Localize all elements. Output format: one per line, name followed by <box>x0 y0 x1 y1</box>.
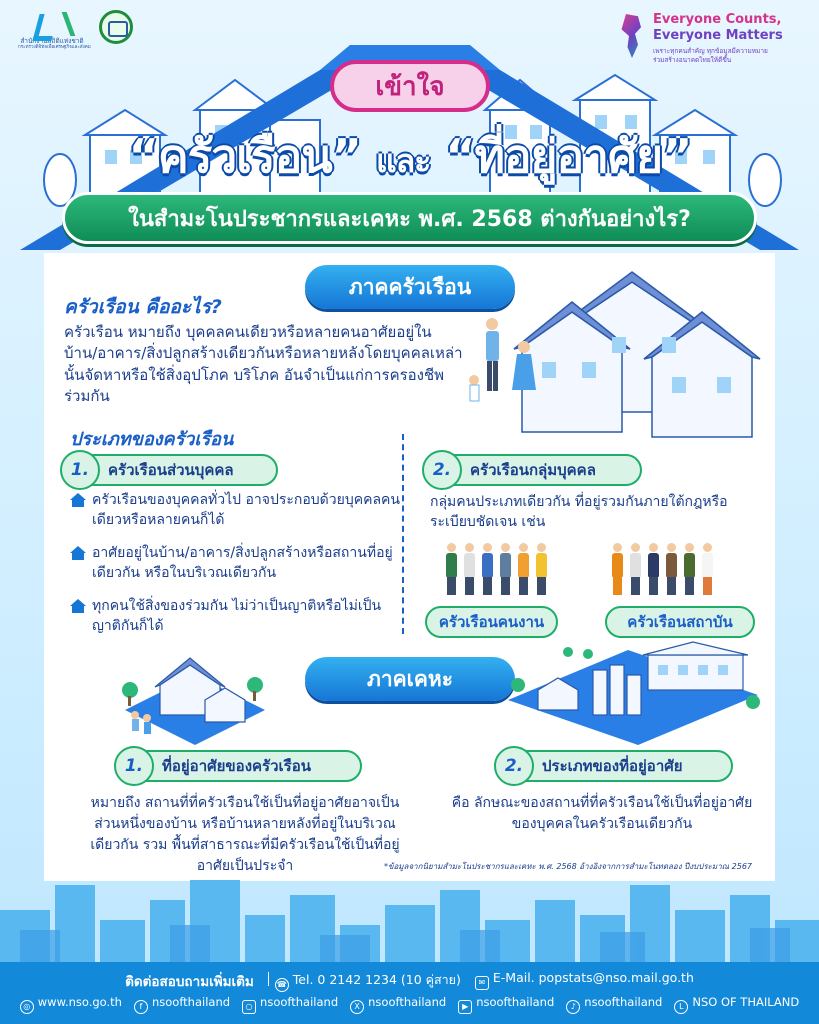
housing-type-1-label <box>118 750 362 782</box>
workers-household-label: ครัวเรือนคนงาน <box>425 606 558 638</box>
phone-text: Tel. 0 2142 1234 (10 คู่สาย) <box>292 972 461 987</box>
type-1-bullet <box>70 596 400 637</box>
source-note: *ข้อมูลจากนิยามสำมะโนประชากรและเคหะ พ.ศ. 2568 อ้างอิงจากการสำมะโนทดลอง ปีงบประมาณ 2567 <box>384 862 753 871</box>
housing-types-illustration <box>498 640 768 745</box>
title-pill: เข้าใจ <box>330 60 490 112</box>
line-link[interactable] <box>674 995 799 1014</box>
section-housing-label: ภาคเคหะ <box>305 657 515 701</box>
housing-type-2-label <box>498 750 733 782</box>
type-1-bullet <box>70 490 400 531</box>
youtube-icon: ▶ <box>458 1000 472 1014</box>
type-1-bullet-text: อาศัยอยู่ในบ้าน/อาคาร/สิ่งปลูกสร้างหรือสถานที่อยู่เดียวกัน หรือในบริเวณเดียวกัน <box>92 545 393 582</box>
housing-type-1-description: หมายถึง สถานที่ที่ครัวเรือนใช้เป็นที่อยู่อาศัยอาจเป็นส่วนหนึ่งของบ้าน หรือบ้านหลายหลังที่อยู่ในบริเวณเดียวกัน รวม พื้นที่สาธารณะที่มีครัวเรือนใช้เป็นที่อยู่อาศัยเป็นประจำ <box>90 795 400 874</box>
nso-logo-icon <box>32 10 72 38</box>
household-types-heading: ประเภทของครัวเรือน <box>70 429 234 450</box>
type-1-number: 1. <box>60 450 100 490</box>
globe-icon: ◎ <box>20 1000 34 1014</box>
housing-type-2-description: คือ ลักษณะของสถานที่ที่ครัวเรือนใช้เป็นที่อยู่อาศัยของบุคคลในครัวเรือนเดียวกัน <box>451 795 753 832</box>
type-1-bullet-text: ครัวเรือนของบุคคลทั่วไป อาจประกอบด้วยบุคคลคนเดียวหรือหลายคนก็ได้ <box>92 492 400 529</box>
houses-family-illustration <box>462 262 762 472</box>
institution-people-illustration <box>612 543 713 595</box>
city-skyline-illustration <box>0 870 819 970</box>
main-title <box>80 120 740 193</box>
instagram-icon: ○ <box>242 1000 256 1014</box>
tiktok-text: nsoofthailand <box>584 995 663 1009</box>
emblem-icon <box>99 10 133 44</box>
website-text: www.nso.go.th <box>37 995 122 1009</box>
footer-contact-lead: ติดต่อสอบถามเพิ่มเติม <box>125 974 254 990</box>
footer-phone[interactable] <box>268 970 461 992</box>
type-1-text: ครัวเรือนส่วนบุคคล <box>108 461 234 479</box>
house-bullet-icon <box>70 546 86 560</box>
type-2-text: ครัวเรือนกลุ่มบุคคล <box>470 461 596 479</box>
housing-type-2-number: 2. <box>494 746 534 786</box>
instagram-link[interactable] <box>242 995 338 1014</box>
workers-illustration <box>446 543 547 595</box>
type-1-bullet <box>70 543 400 584</box>
household-definition-heading: ครัวเรือน คืออะไร? <box>64 296 222 318</box>
website-link[interactable] <box>20 995 122 1014</box>
house-bullet-icon <box>70 599 86 613</box>
instagram-text: nsoofthailand <box>260 995 339 1009</box>
house-bullet-icon <box>70 493 86 507</box>
x-icon: X <box>350 1000 364 1014</box>
nso-logo-text-1: สำนักงานสถิติแห่งชาติ <box>20 37 84 45</box>
type-2-description: กลุ่มคนประเภทเดียวกัน ที่อยู่รวมกันภายใต้กฎหรือระเบียบชัดเจน เช่น <box>430 494 728 531</box>
footer <box>0 962 819 1024</box>
institution-household-label: ครัวเรือนสถาบัน <box>605 606 755 638</box>
title-and: และ <box>375 142 431 180</box>
title-part-2: “ที่อยู่อาศัย” <box>445 129 692 183</box>
tiktok-icon: ♪ <box>566 1000 580 1014</box>
campaign-line-2: Everyone Matters <box>653 28 783 43</box>
phone-icon: ☎ <box>275 978 289 992</box>
mail-icon: ✉ <box>475 976 489 990</box>
nso-logo-text-2: กระทรวงดิจิทัลเพื่อเศรษฐกิจและสังคม <box>18 45 91 51</box>
household-dwelling-illustration <box>105 640 275 745</box>
facebook-link[interactable] <box>134 995 230 1014</box>
line-icon: L <box>674 1000 688 1014</box>
column-divider <box>402 434 404 634</box>
facebook-text: nsoofthailand <box>151 995 231 1009</box>
youtube-link[interactable] <box>458 995 554 1014</box>
title-part-1: “ครัวเรือน” <box>128 129 361 183</box>
subtitle-banner: ในสำมะโนประชากรและเคหะ พ.ศ. 2568 ต่างกันอย่างไร? <box>62 192 757 244</box>
housing-type-1-text: ที่อยู่อาศัยของครัวเรือน <box>162 757 311 775</box>
section-household-label: ภาคครัวเรือน <box>305 265 515 309</box>
x-link[interactable] <box>350 995 446 1014</box>
email-text: E-Mail. popstats@nso.mail.go.th <box>492 970 694 985</box>
youtube-text: nsoofthailand <box>476 995 555 1009</box>
tiktok-link[interactable] <box>566 995 662 1014</box>
housing-type-1-number: 1. <box>114 746 154 786</box>
separator <box>268 972 269 986</box>
footer-social-row <box>0 995 819 1014</box>
type-1-bullet-text: ทุกคนใช้สิ่งของร่วมกัน ไม่ว่าเป็นญาติหรือไม่เป็นญาติกันก็ได้ <box>92 598 382 635</box>
x-text: nsoofthailand <box>368 995 447 1009</box>
line-text: NSO OF THAILAND <box>692 995 800 1009</box>
footer-contact-row <box>0 970 819 992</box>
footer-email[interactable] <box>475 970 694 992</box>
household-type-2-label <box>426 454 642 486</box>
facebook-icon: f <box>134 1000 148 1014</box>
campaign-sub-2: ร่วมสร้างอนาคตไทยให้ดีขึ้น <box>653 56 732 64</box>
housing-type-2-text: ประเภทของที่อยู่อาศัย <box>542 757 683 775</box>
household-type-1-label <box>64 454 278 486</box>
type-2-number: 2. <box>422 450 462 490</box>
campaign-line-1: Everyone Counts, <box>653 12 782 27</box>
campaign-sub-1: เพราะทุกคนสำคัญ ทุกข้อมูลมีความหมาย <box>653 47 768 55</box>
household-definition-text: ครัวเรือน หมายถึง บุคคลคนเดียวหรือหลายคนอาศัยอยู่ในบ้าน/อาคาร/สิ่งปลูกสร้างเดียวกันหรือหลายหลังโดยบุคคลเหล่านั้นจัดหาหรือใช้สิ่งอุปโภค บริโภค อันจำเป็นแก่การครองชีพร่วมกัน <box>64 323 463 405</box>
